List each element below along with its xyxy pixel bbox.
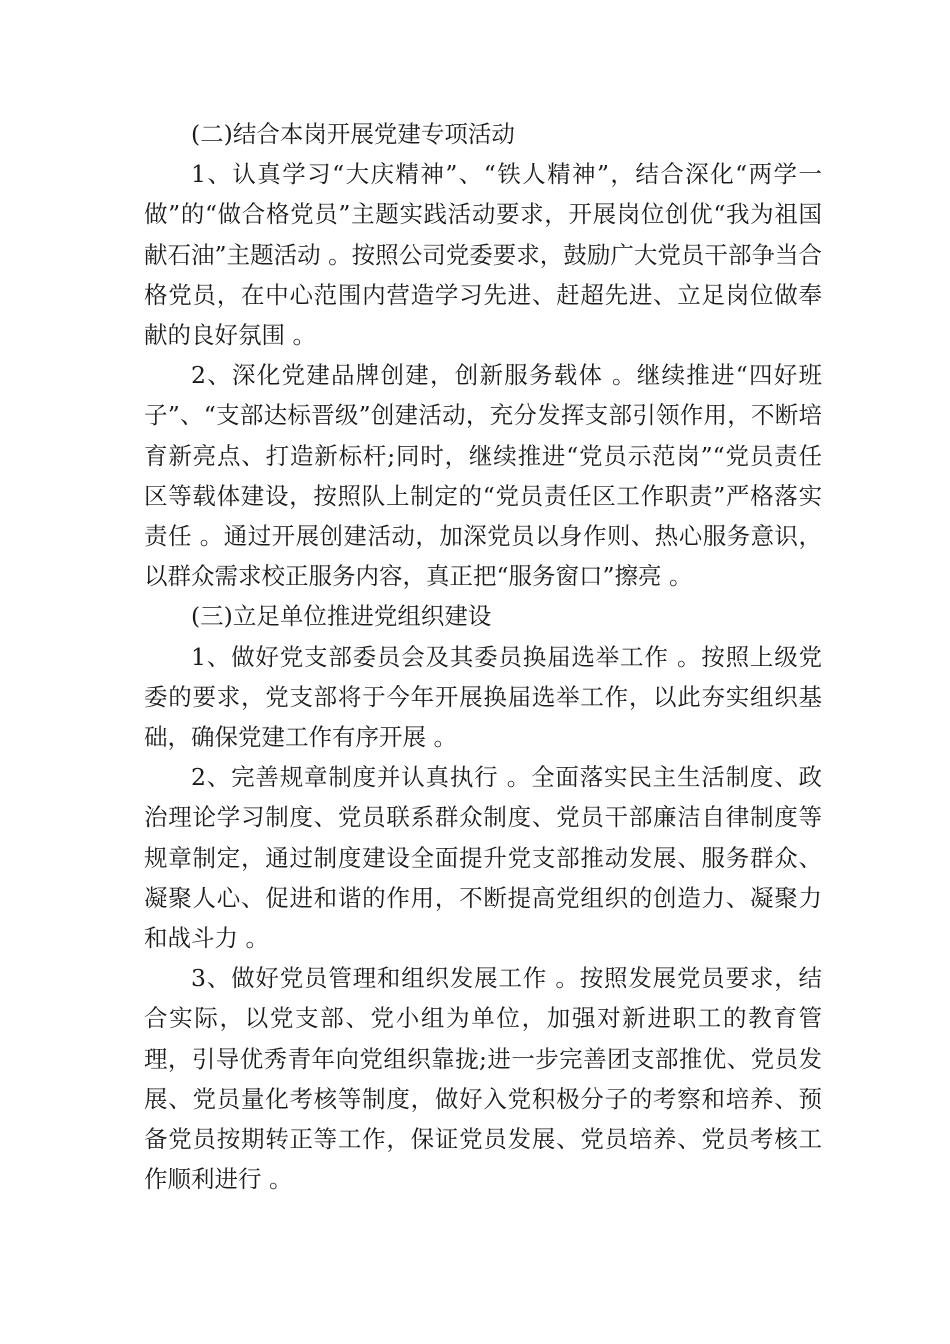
paragraph-2-1: 1、认真学习“大庆精神”、“铁人精神”，结合深化“两学一做”的“做合格党员”主题实践活动要求，开展岗位创优“我为祖国献石油”主题活动 。按照公司党委要求，鼓励广大党员干部争当合格党员，在中心范围内营造学习先进、赶超先进、立足岗位做奉献的良好氛围 。 (144, 160, 822, 350)
paragraph-3-3: 3、做好党员管理和组织发展工作 。按照发展党员要求，结合实际，以党支部、党小组为单位，加强对新进职工的教育管理，引导优秀青年向党组织靠拢;进一步完善团支部推优、党员发展、党员量化考核等制度，做好入党积极分子的考察和培养、预备党员按期转正等工作，保证党员发展、党员培养、党员考核工作顺利进行 。 (144, 964, 822, 1194)
paragraph-3-2: 2、完善规章制度并认真执行 。全面落实民主生活制度、政治理论学习制度、党员联系群众制度、党员干部廉洁自律制度等规章制定，通过制度建设全面提升党支部推动发展、服务群众、凝聚人心、促进和谐的作用，不断提高党组织的创造力、凝聚力和战斗力 。 (144, 763, 822, 953)
paragraph-3-1: 1、做好党支部委员会及其委员换届选举工作 。按照上级党委的要求，党支部将于今年开展换届选举工作，以此夯实组织基础，确保党建工作有序开展 。 (144, 642, 822, 752)
section-heading-2: (二)结合本岗开展党建专项活动 (191, 120, 515, 148)
document-body (144, 114, 822, 1199)
paragraph-2-2: 2、深化党建品牌创建，创新服务载体 。继续推进“四好班子”、“支部达标晋级”创建活动，充分发挥支部引领作用，不断培育新亮点、打造新标杆;同时，继续推进“党员示范岗”“党员责任区等载体建设，按照队上制定的“党员责任区工作职责”严格落实责任 。通过开展创建活动，加深党员以身作则、热心服务意识，以群众需求校正服务内容，真正把“服务窗口”擦亮 。 (144, 361, 822, 591)
section-heading-3: (三)立足单位推进党组织建设 (191, 602, 492, 631)
